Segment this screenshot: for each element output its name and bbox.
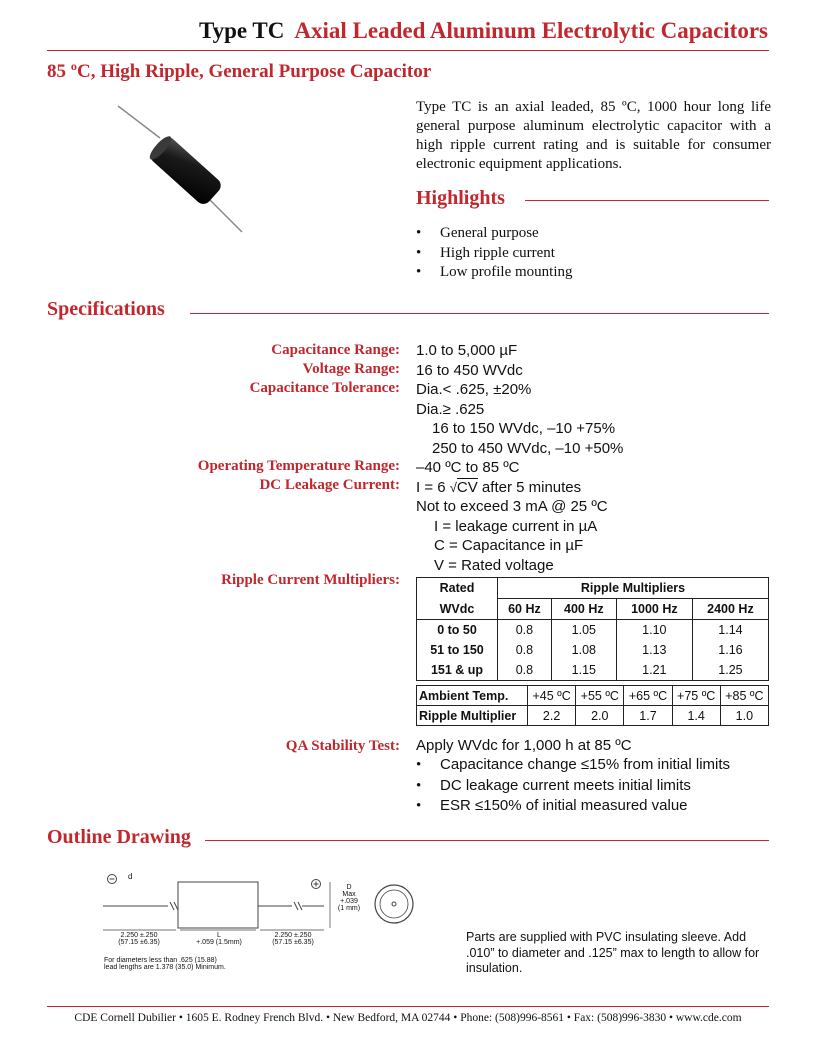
subtitle: 85 ºC, High Ripple, General Purpose Capacitor [47,61,432,82]
diameter-dimension: D Max +.039 (1 mm) [337,884,361,912]
list-item: • General purpose [416,224,572,244]
operating-temperature-label: Operating Temperature Range: [197,458,400,474]
list-item: • Low profile mounting [416,263,572,283]
table-row: Ripple Multiplier 2.2 2.0 1.7 1.4 1.0 [417,706,769,726]
table-row: 51 to 150 0.8 1.08 1.13 1.16 [417,640,769,660]
dc-leakage-label: DC Leakage Current: [259,477,400,493]
specifications-rule [190,313,769,314]
dc-leakage-line: C = Capacitance in µF [434,537,584,554]
capacitance-tolerance-label: Capacitance Tolerance: [249,380,400,396]
highlights-heading: Highlights [416,187,505,209]
capacitance-range-label: Capacitance Range: [271,342,400,358]
highlights-list [416,224,572,283]
drawing-note: For diameters less than .625 (15.88) lead lengths are 1.378 (35.0) Minimum. [104,957,226,971]
ripple-multipliers-label: Ripple Current Multipliers: [221,572,400,588]
operating-temperature-value: –40 ºC to 85 ºC [416,459,520,476]
tolerance-line: Dia.< .625, ±20% [416,381,532,398]
right-lead-dimension: 2.250 ±.250 (57.15 ±6.35) [272,932,314,946]
list-item: • DC leakage current meets initial limits [416,776,730,797]
highlights-rule [525,200,769,201]
tolerance-line: Dia.≥ .625 [416,400,485,418]
table-header: 1000 Hz [616,599,692,620]
table-header: Rated [417,578,498,599]
list-item: • Capacitance change ≤15% from initial limits [416,755,730,776]
ripple-multiplier-table [416,577,769,681]
outline-note: Parts are supplied with PVC insulating sleeve. Add .010” to diameter and .125” max to length to allow for insulation. [466,930,760,975]
qa-stability-intro: Apply WVdc for 1,000 h at 85 ºC [416,737,632,754]
outline-drawing [98,868,438,978]
list-item: • High ripple current [416,244,572,264]
spec-values-block [416,341,623,575]
voltage-range-label: Voltage Range: [302,361,400,377]
left-lead-dimension: 2.250 ±.250 (57.15 ±6.35) [118,932,160,946]
table-row: 0 to 50 0.8 1.05 1.10 1.14 [417,620,769,641]
intro-paragraph: Type TC is an axial leaded, 85 ºC, 1000 hour long life general purpose aluminum electrolytic capacitor with a high ripple current rating and is suitable for consumer electronic equipment applications. [416,99,771,172]
dc-leakage-line: I = leakage current in µA [434,517,598,535]
list-item: • ESR ≤150% of initial measured value [416,796,730,817]
dc-leakage-line: V = Rated voltage [434,556,554,574]
product-name: Axial Leaded Aluminum Electrolytic Capacitors [294,18,768,43]
qa-stability-list [416,755,730,817]
header-rule [47,50,769,51]
table-row: 151 & up 0.8 1.15 1.21 1.25 [417,660,769,681]
table-header: WVdc [417,599,498,620]
dc-leakage-formula: I = 6 √CV after 5 minutes [416,478,582,496]
table-header: 60 Hz [498,599,552,620]
table-header: 400 Hz [551,599,616,620]
body-length-dimension: L +.059 (1.5mm) [196,932,242,946]
voltage-range-value: 16 to 450 WVdc [416,361,523,379]
outline-heading: Outline Drawing [47,826,191,848]
tolerance-line: 16 to 150 WVdc, –10 +75% [432,420,616,437]
outline-rule [205,840,769,841]
document-title [199,18,768,44]
capacitor-image [110,100,260,240]
lead-diameter-label: d [128,872,133,881]
ambient-temperature-table [416,685,769,726]
table-row: Ambient Temp. +45 ºC +55 ºC +65 ºC +75 ºC +85 ºC [417,686,769,706]
footer-contact: CDE Cornell Dubilier • 1605 E. Rodney French Blvd. • New Bedford, MA 02744 • Phone: (508)996-8561 • Fax: (508)996-3830 • www.cde.com [74,1012,742,1024]
table-header: 2400 Hz [692,599,768,620]
capacitance-range-value: 1.0 to 5,000 µF [416,342,518,359]
qa-stability-label: QA Stability Test: [285,738,400,754]
tolerance-line: 250 to 450 WVdc, –10 +50% [432,439,624,457]
table-header: Ripple Multipliers [498,578,769,599]
type-label: Type TC [198,18,285,43]
footer-rule [47,1006,769,1007]
dc-leakage-line: Not to exceed 3 mA @ 25 ºC [416,498,608,515]
specifications-heading: Specifications [47,298,165,320]
